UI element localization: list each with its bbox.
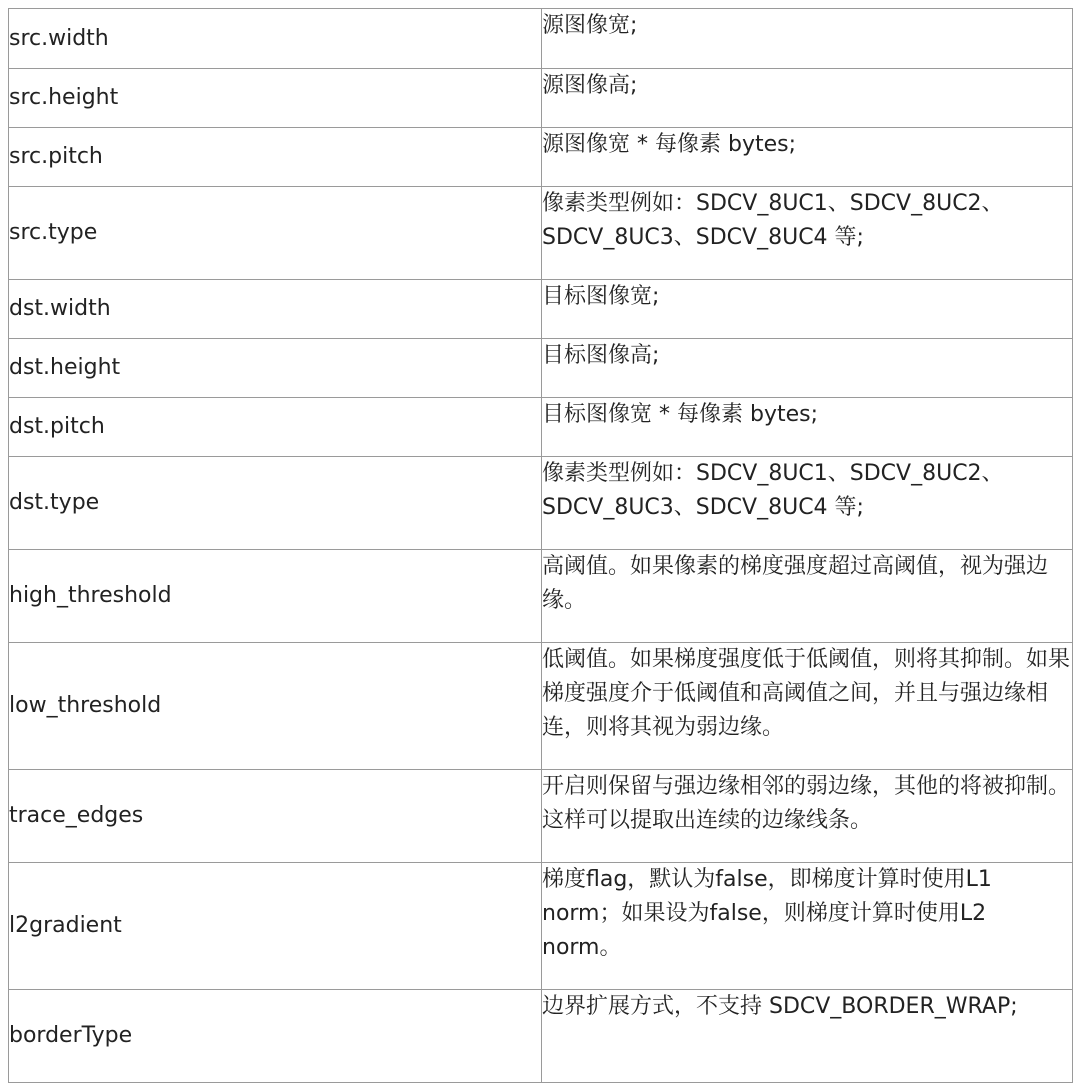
param-name: high_threshold — [9, 550, 542, 643]
param-name: dst.width — [9, 280, 542, 339]
param-name: borderType — [9, 990, 542, 1083]
param-description: 目标图像宽 * 每像素 bytes; — [542, 398, 1073, 457]
table-row — [9, 457, 1073, 550]
table-row — [9, 280, 1073, 339]
table-row — [9, 643, 1073, 770]
table-row — [9, 69, 1073, 128]
param-name: low_threshold — [9, 643, 542, 770]
table-row — [9, 187, 1073, 280]
param-name: src.height — [9, 69, 542, 128]
table-row — [9, 339, 1073, 398]
param-description: 像素类型例如：SDCV_8UC1、SDCV_8UC2、SDCV_8UC3、SDCV_8UC4 等; — [542, 187, 1073, 280]
param-description: 开启则保留与强边缘相邻的弱边缘，其他的将被抑制。这样可以提取出连续的边缘线条。 — [542, 770, 1073, 863]
param-name: src.pitch — [9, 128, 542, 187]
param-description: 边界扩展方式，不支持 SDCV_BORDER_WRAP; — [542, 990, 1073, 1083]
table-row — [9, 770, 1073, 863]
param-description: 高阈值。如果像素的梯度强度超过高阈值，视为强边缘。 — [542, 550, 1073, 643]
table-row — [9, 863, 1073, 990]
param-description: 像素类型例如：SDCV_8UC1、SDCV_8UC2、SDCV_8UC3、SDCV_8UC4 等; — [542, 457, 1073, 550]
table-row — [9, 550, 1073, 643]
param-description: 目标图像高; — [542, 339, 1073, 398]
param-name: dst.type — [9, 457, 542, 550]
table-row — [9, 990, 1073, 1083]
param-description: 目标图像宽; — [542, 280, 1073, 339]
param-description: 源图像宽; — [542, 9, 1073, 69]
param-description: 梯度flag，默认为false，即梯度计算时使用L1 norm；如果设为false，则梯度计算时使用L2 norm。 — [542, 863, 1073, 990]
param-name: l2gradient — [9, 863, 542, 990]
param-description: 源图像高; — [542, 69, 1073, 128]
param-name: src.width — [9, 9, 542, 69]
param-description: 低阈值。如果梯度强度低于低阈值，则将其抑制。如果梯度强度介于低阈值和高阈值之间，并且与强边缘相连，则将其视为弱边缘。 — [542, 643, 1073, 770]
table-row — [9, 128, 1073, 187]
param-name: dst.pitch — [9, 398, 542, 457]
param-name: src.type — [9, 187, 542, 280]
parameter-table — [8, 8, 1073, 1083]
param-name: trace_edges — [9, 770, 542, 863]
param-description: 源图像宽 * 每像素 bytes; — [542, 128, 1073, 187]
table-row — [9, 398, 1073, 457]
param-name: dst.height — [9, 339, 542, 398]
table-row — [9, 9, 1073, 69]
